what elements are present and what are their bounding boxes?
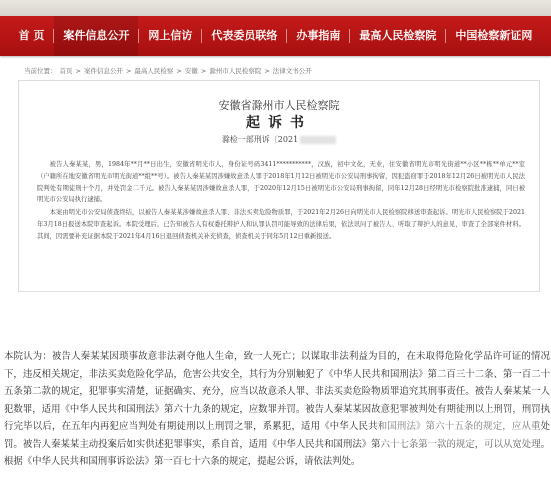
nav-item-6[interactable]: 中国检察新证网 [455,29,533,42]
redacted-mark [300,136,336,144]
nav-item-3[interactable]: 代表委员联络 [211,29,278,42]
watermark-overlay [380,412,540,446]
document-number [169,134,389,145]
breadcrumb-separator: > [200,67,207,75]
breadcrumb-link[interactable]: 首页 [59,67,73,75]
breadcrumb-separator: > [264,67,270,75]
breadcrumb-separator: > [75,67,81,75]
breadcrumb-link[interactable]: 安徽 [184,67,198,75]
body-paragraph: 本院认为：被告人秦某某因琐事故意非法剥夺他人生命，致一人死亡；以谋取非法利益为目的，在未取得危险化学品许可证的情况下，违反相关规定，非法买卖危险化学品，危害公共安全，其行为分别触犯了《中华人民共和国刑法》第二百三十二条、第一百二十五条第二款的规定，犯罪事实清楚，证据确实、充分，应当以故意杀人罪、非法买卖危险物质罪追究其刑事责任。被告人秦某某一人犯数罪，适用《中华人民共和国刑法》第六十九条的规定，应数罪并罚。被告人秦某某因故意犯罪被判处有期徒刑以上刑罚，刑罚执行完毕以后，在五年内再犯应当判处有期徒刑以上刑罚之罪，系累犯，适用《中华人民共和国刑法》第六十五条的规定，应从重处罚。被告人秦某某主动投案后如实供述犯罪事实，系自首，适用《中华人民共和国刑法》第六十七条第一款的规定，可以从宽处理。根据《中华人民共和国刑事诉讼法》第一百七十六条的规定，提起公诉，请依法判处。 [4,351,550,467]
nav-item-5[interactable]: 最高人民检察院 [359,29,437,42]
main-nav [0,16,551,56]
nav-item-1[interactable]: 案件信息公开 [54,16,138,56]
nav-item-2[interactable]: 网上信访 [148,29,193,42]
breadcrumb-link[interactable]: 案件信息公开 [83,67,123,75]
breadcrumb-separator: > [125,67,132,75]
nav-item-0[interactable]: 首 页 [18,29,45,42]
document-paragraphs [37,159,525,244]
nav-item-4[interactable]: 办事指南 [296,29,341,42]
breadcrumb-link[interactable]: 最高人民检察 [134,67,174,75]
document-paragraph: 本案由明光市公安局侦查终结，以被告人秦某某涉嫌故意杀人罪、非法买卖危险物质罪，于2021年2月26日向明光市人民检察院移送审查起诉。明光市人民检察院于2021年3月18日报送本院审查起诉。本院受理后，已告知被告人有权委托辩护人和认罪认罚可能导致的法律后果，依法讯问了被告人、听取了辩护人的意见，审查了全部案件材料。其间，因需要补充证据本院于2021年4月16日退回侦查机关补充侦查，侦查机关于同年5月12日重新报送。 [37,209,525,240]
breadcrumb-link[interactable]: 滁州市人民检察院 [209,67,262,75]
breadcrumb [24,66,534,75]
header-banner [0,0,551,16]
indictment-body [4,348,550,471]
breadcrumb-separator: > [176,67,182,75]
document-org-title: 安徽省滁州市人民检察院 [218,99,340,112]
breadcrumb-prefix: 当前位置： [24,67,57,75]
document-type-title: 起诉书 [246,115,312,131]
document-number-text: 滁检一部刑诉〔2021 [221,135,299,144]
breadcrumb-link[interactable]: 法律文书公开 [272,67,312,75]
document-paragraph: 被告人秦某某，男，1984年**月**日出生，安徽省明光市人，身份证号码3411***********，汉族，初中文化，无业，住安徽省明光市明光街道**小区**栋**单元**室（户籍所在地安徽省明光市明光街道**组**号）。被告人秦某某因涉嫌故意杀人罪于2018年1月12日被明光市公安局刑事拘留，因犯盗窃罪于2018年12月26日被明光市人民法院判处有期徒刑十个月，并处罚金二千元。被告人秦某某因涉嫌故意杀人罪，于2020年12月15日被明光市公安局刑事拘留，同年12月28日经明光市检察院批准逮捕，同日被明光市公安局执行逮捕。 [37,161,525,204]
document-card [18,80,540,292]
